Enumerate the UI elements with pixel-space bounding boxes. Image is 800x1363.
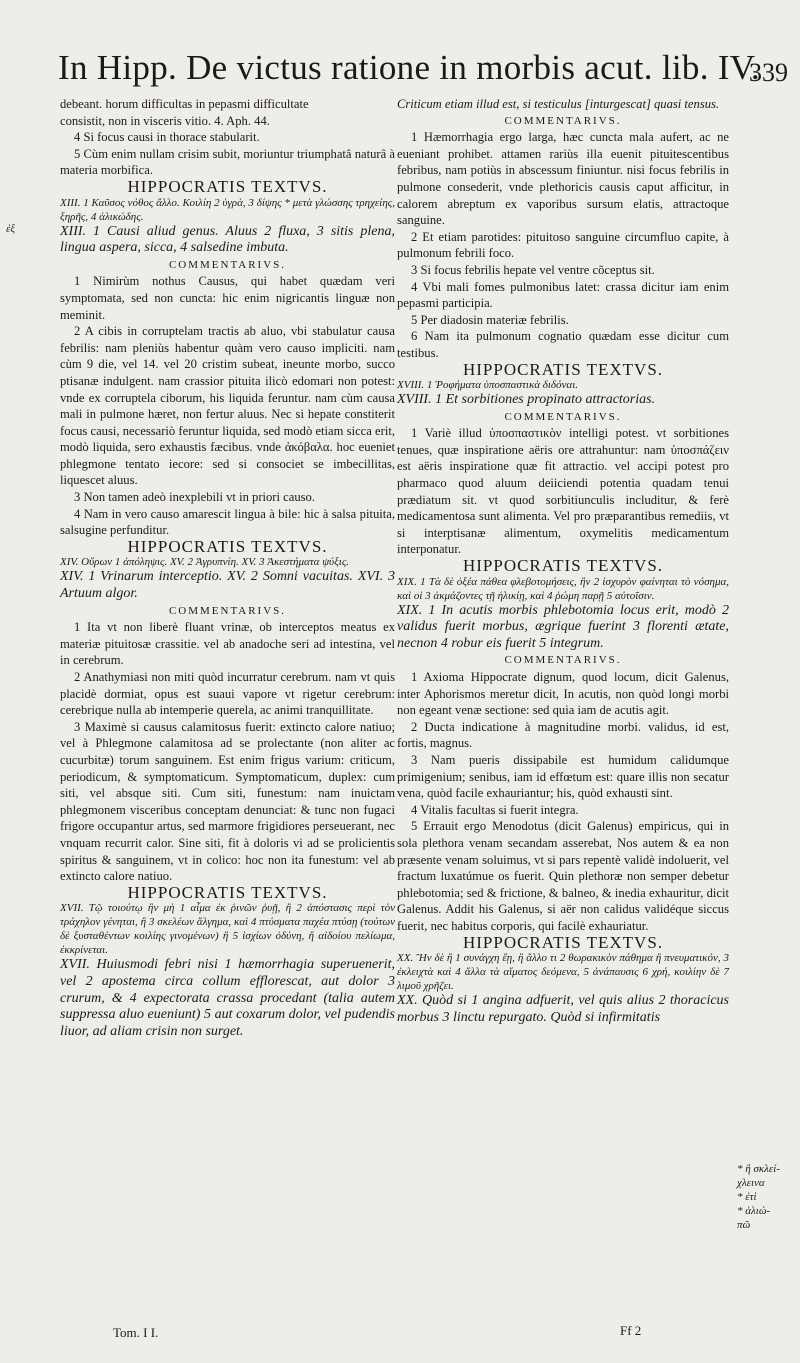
latin-lemma: XIX. 1 In acutis morbis phlebotomia locus erit, modò 2 validus fuerit morbus, ægrique fuerint 3 florenti ætate, necnon 4 robur eis fuerit 5 integrum. (397, 602, 729, 651)
commentary-heading: COMMENTARIVS. (504, 410, 622, 423)
commentary-heading: COMMENTARIVS. (504, 654, 622, 667)
commentary-paragraph: 2 Anathymiasi non miti quòd incurratur cerebrum. nam vt quis placidè dormiat, opus est suaui vapore vt rigetur cerebrum: cerebrique nulla ab intemperie querela, ac animi tranquillitate. (60, 670, 395, 718)
commentary-paragraph: 1 Axioma Hippocrate dignum, quod locum, dicit Galenus, inter Aphorismos meretur dicit, In acutis, non quòd longi morbi non egeant venæ sectione: sed quia iam de acutis agit. (397, 670, 729, 718)
margin-note: * ἢ σκλεί- (737, 1163, 780, 1175)
volume-mark: Tom. I I. (113, 1325, 159, 1340)
left-column (60, 96, 395, 1040)
latin-lemma: XIII. 1 Causi aliud genus. Aluus 2 fluxa, 3 sitis plena, lingua aspera, sicca, 4 salsedine imbuta. (60, 223, 395, 256)
section-heading: HIPPOCRATIS TEXTVS. (462, 556, 664, 576)
commentary-paragraph: 3 Maximè si causus calamitosus fuerit: extincto calore natiuo; vel à Phlegmone calamitosa ad se prolectante (non aliter ac cucurbitæ) torum sanguinem. Est enim frigus varium: criticum, periodicum, & symptomaticum. Symptomaticum, duplex: cum siti, vel absque siti. Cum siti, funestum: nam inuictam phlegmonem visceribus conceptam denunciat: & tunc non fugaci frigore occupantur artus, sed marmore frigidiores perseuerant, nec vnquam recurrit calor. Sine siti, fit à doloris vi ad se prolicientis spiritus & sanguinem, vt in colico: hoc non ita funestum: vel ab extincto calore natiuo. (60, 719, 395, 884)
greek-text: XIX. 1 Τὰ δὲ ὀξέα πάθεα φλεβοτομήσεις, ἢν 2 ἰσχυρὸν φαίνηται τὸ νόσημα, καὶ οἱ 3 ἀκμάζοντες τῇ ἡλικίῃ, καὶ 4 ῥώμη παρῇ 5 αὐτοῖσιν. (397, 575, 729, 602)
commentary-paragraph: 5 Errauit ergo Menodotus (dicit Galenus) empiricus, qui in sola plethora venam secandam asserebat, Nos autem & ea non præsente venam soluimus, vt si pars repentè validè indoluerit, vel fractum luxatúmue os fuerit. Quin plethoræ non semper debetur phlebotomia; sed & frictione, & balneo, & inedia exhauritur, dicit Galenus. Addit his Galenus, si aër non calidus validéque siccus fuerit, nec habitus corporis, qui facilè exhauriatur. (397, 819, 729, 933)
signature-mark: Ff 2 (620, 1323, 642, 1338)
greek-text: XIV. Οὔρων 1 ἀπόληψις. XV. 2 Ἀγρυπνίη. XV. 3 Ἀκεστήματα ψύξις. (60, 556, 350, 569)
margin-note: χλεινα (737, 1177, 765, 1189)
page-title: In Hipp. De victus ratione in morbis acut. lib. IV. (58, 48, 760, 87)
commentary-paragraph: 3 Nam pueris dissipabile est humidum calidumque primigenium; senibus, iam id effœtum est: quare illis non secatur vena, quòd facile exhauriantur; his, quòd exhausti sint. (397, 752, 729, 801)
commentary-paragraph: 1 Nimirùm nothus Causus, qui habet quædam veri symptomata, sed non cuncta: hic enim nigricantis linguæ non meminit. (60, 274, 395, 322)
commentary-heading: COMMENTARIVS. (168, 604, 287, 617)
section-heading: HIPPOCRATIS TEXTVS. (127, 882, 328, 902)
latin-lemma: XX. Quòd si 1 angina adfuerit, vel quis alius 2 thoracicus morbus 3 linctu repurgato. Quòd si infirmitatis (397, 993, 729, 1025)
section-heading: HIPPOCRATIS TEXTVS. (462, 359, 664, 379)
running-header (58, 48, 788, 94)
paragraph: debeant. horum difficultas in pepasmi difficultate (60, 97, 309, 111)
commentary-paragraph: 2 Et etiam parotides: pituitoso sanguine circumfluo capite, à pulmonum febrili foco. (397, 229, 729, 261)
margin-note: πῶ (737, 1219, 751, 1231)
commentary-paragraph: 2 Ducta indicatione à magnitudine morbi. validus, id est, fortis, magnus. (397, 719, 729, 751)
commentary-paragraph: 4 Nam in vero causo amarescit lingua à bile: hic à salsa pituita, salsugine perfunditur. (60, 506, 395, 538)
commentary-paragraph: 6 Nam ita pulmonum cognatio quædam esse dicitur cum testibus. (397, 329, 729, 360)
left-margin-note: ἐξ (6, 223, 16, 235)
section-heading: HIPPOCRATIS TEXTVS. (127, 176, 328, 196)
paragraph: Criticum etiam illud est, si testiculus [inturgescat] quasi tensus. (397, 97, 720, 111)
commentary-paragraph: 3 Non tamen adeò inexplebili vt in priori causo. (74, 490, 315, 505)
paragraph: 5 Cùm enim nullam crisim subit, moriuntur triumphatâ naturâ à materia morbifica. (60, 146, 395, 178)
section-heading: HIPPOCRATIS TEXTVS. (462, 932, 664, 952)
paragraph: consistit, non in visceris vitio. 4. Aph. 44. (60, 113, 270, 128)
commentary-heading: COMMENTARIVS. (168, 258, 287, 271)
greek-text: XVIII. 1 Ῥοφήματα ὑποσπαστικὰ διδόναι. (397, 379, 579, 392)
latin-lemma: XVII. Huiusmodi febri nisi 1 hæmorrhagia superuenerit, vel 2 apostema circa collum efflorescat, aut dolor 3 crurum, & 4 expectorata crassa procedant (talia autem suppressa aluo eueniunt) 5 aut coxarum dolor, vel pudendis liuor, ad aliam crisin non surget. (60, 957, 395, 1039)
commentary-paragraph: 1 Variè illud ὑποσπαστικὸν intelligi potest. vt sorbitiones tenues, quæ inspiratione aëris ore attrahuntur: nam ὑποσπάζειν est aëris inspiratione quæ fit attractio. vel accipi potest pro pharmaco quod aluum deiiciendi potentia quadam tenui prædiatum sit. vt quod sorbitiunculis includitur, & ferè medicamentosa sunt alimenta. Vel pro præparantibus remediis, vt si interptisanæ alimentum, oxymelitis medicamentum interponatur. (397, 426, 729, 557)
right-margin-notes (737, 1162, 795, 1232)
greek-text: XX. Ἢν δὲ ἢ 1 συνάγχη ἔῃ, ἢ ἄλλο τι 2 θωρακικὸν πάθημα ἢ πνευματικόν, 3 ἐκλειχτὰ καὶ 4 ἄλλα τὰ αἵματος δεόμενα, 5 ἀνάπαυσις 6 χρή, κοιλίην δὲ 7 λιμοῦ χρῆζει. (397, 952, 729, 993)
margin-note: * ἁλιώ- (737, 1205, 771, 1217)
latin-lemma: XVIII. 1 Et sorbitiones propinato attractorias. (397, 392, 656, 408)
commentary-paragraph: 1 Hæmorrhagia ergo larga, hæc cuncta mala aufert, ac ne eueniant prohibet. attamen rariùs illa euenit pituitescentibus febribus, nam potiùs in abscessum finiuntur. nisi focus febrilis in pulmone consederit, vnde plethoricis causis caput afficitur, in calorem abreptum ex vaporibus sursum elatis, attractoque sanguine. (397, 130, 729, 228)
commentary-paragraph: 5 Per diadosin materiæ febrilis. (411, 312, 569, 327)
latin-lemma: XIV. 1 Vrinarum interceptio. XV. 2 Somni vacuitas. XVI. 3 Artuum algor. (60, 569, 395, 602)
commentary-paragraph: 4 Vbi mali fomes pulmonibus latet: crassa dicitur iam enim pepasmi participia. (397, 279, 729, 311)
paragraph: 4 Si focus causi in thorace stabularit. (74, 130, 260, 145)
right-column (397, 96, 729, 1026)
commentary-paragraph: 3 Si focus febrilis hepate vel ventre cõceptus sit. (411, 262, 655, 277)
commentary-paragraph: 1 Ita vt non liberè fluant vrinæ, ob interceptos meatus ex materiæ pituitosæ crassitie. vel ab anadoche seri ad intestina, vel in cerebrum. (60, 620, 395, 668)
commentary-paragraph: 2 A cibis in corruptelam tractis ab aluo, vbi stabulatur causa febrilis: nam pleniùs habentur quàm vero causo impliciti. nam cùm 9 die, vel 14. vel 20 cristim subeat, ineunte morbo, succo ptisanæ indulgent. nam crassior pituita ilicò edomari non potest: vnde ex corruptela ciborum, his liquida feruntur. nam cùm causa mali in pulmone hæret, non fertur aluus. Nec si hepate constiterit focus causi, necessariò feruntur liquida, sed modò etiam sicca erit, modò liquida, sero exhaustis fæcibus. vnde ἀκόβαλα. hoc eueniet phlegmone tentato iecore: sed si consociet se imbecillitas, liquescet aluus. (60, 324, 395, 488)
page-number: 339 (749, 58, 788, 87)
commentary-heading: COMMENTARIVS. (504, 114, 622, 127)
section-heading: HIPPOCRATIS TEXTVS. (127, 536, 328, 556)
greek-text: XIII. 1 Καῦσος νόθος ἄλλο. Κοιλίη 2 ὑγρὰ, 3 δίψης * μετὰ γλώσσης τρηχείης, ξηρῆς, 4 ἁλικώδης. (60, 196, 395, 223)
commentary-paragraph: 4 Vitalis facultas si fuerit integra. (411, 802, 579, 817)
greek-text: XVII. Τῷ τοιούτῳ ἢν μὴ 1 αἷμα ἐκ ῥινῶν ῥυῇ, ἢ 2 ἀπόστασις περὶ τὸν τράχηλον γένηται, ἢ 3 σκελέων ἄλγημα, καὶ 4 πτύσματα παχέα πτύσῃ (τούτων δὲ ξυσταθέντων κοιλίης γινομένων) ἢ 5 ἰσχίων ὀδύνη, ἢ αἰδοίου πελίωμα, ἐκκρίνεται. (60, 902, 395, 957)
margin-note: * ἐτὶ (737, 1191, 757, 1203)
